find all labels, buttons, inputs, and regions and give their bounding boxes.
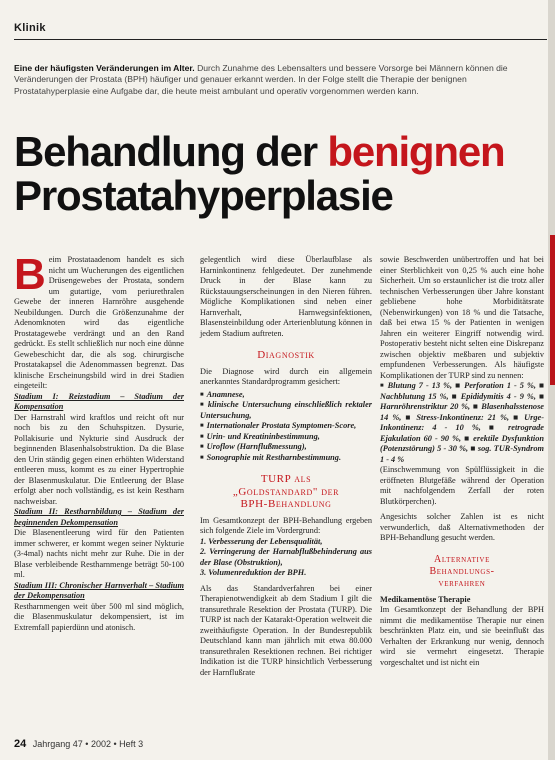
col1-p1: Beim Prostataadenom handelt es sich nicht um Wucherungen des eigentlichen Drüsengewebes der Prostata, sondern um gutartige, vom periurethralen Gewebe der inneren Harnröhre ausgehende Neubildungen. Durch die Größenzunahme der Adenomknoten wird das eigentliche Prostatagewebe verdrängt und an den Rand gedrückt. Es stellt schließlich nur noch eine dünne Gewebeschicht dar, die als sog. chirurgische Prostatakapsel die Adenommassen begrenzt. Das klinische Erscheinungsbild wird in drei Stadien eingeteilt: [14, 250, 184, 390]
intro-paragraph [14, 63, 544, 97]
list-item: ■ Uroflow (Harnflußmessung), [200, 442, 372, 453]
title-part2: benignen [327, 128, 505, 175]
col3-p1: sowie Beschwerden unübertroffen und hat bei einer Sterblichkeit von 0,25 % auch eine hohe Sicherheit. Um so erstaunlicher ist die trotz aller technischen Verbesserungen über Jahre konstant gebliebene hohe Morbiditätsrate (Nebenwirkungen) von 18 % und die Tatsache, daß bei etwa 15 % der Patienten in wenigen Jahren ein weiterer Eingriff notwendig wird. Postoperativ besteht nicht selten eine Diskrepanz zwischen objektiv meßbaren und subjektiv empfundenen Verbesserungen. Als häufigste Komplikationen der TURP sind zu nennen: [380, 255, 544, 380]
col3-p4: Im Gesamtkonzept der Behandlung der BPH nimmt die medikamentöse Therapie nur einen beschränkten Platz ein, und sie beeinflußt das Verhalten der Erkrankung nur wenig, dennoch wird sie vermehrt eingesetzt. Therapie vorgeschaltet und ist nicht ein [380, 605, 544, 667]
title-line2: Prostatahyperplasie [14, 172, 393, 219]
column-1 [14, 250, 184, 633]
title-part1: Behandlung der [14, 128, 317, 175]
col3-p2: (Einschwemmung von Spülflüssigkeit in die eröffneten Blutgefäße während der Operation mit nachfolgendem Zerfall der roten Blutkörperchen). [380, 465, 544, 506]
col1-p4: Restharnmengen weit über 500 ml sind möglich, die Blasenmuskulatur dekompensiert, ist im Extremfall papierdünn und atonisch. [14, 601, 184, 632]
list-item: ■ Anamnese, [200, 390, 372, 401]
page-number: 24 [14, 738, 27, 750]
list-item: ■ klinische Untersuchung einschließlich rektaler Untersuchung, [200, 400, 372, 421]
section-tag: Klinik [14, 22, 46, 34]
header-rule [14, 39, 547, 40]
list-item: ■ Sonographie mit Restharnbestimmung. [200, 453, 372, 464]
stage-2-heading: Stadium II: Restharnbildung – Stadium der beginnenden Dekompensation [14, 507, 184, 527]
stage-3-heading: Stadium III: Chronischer Harnverhalt – Stadium der Dekompensation [14, 580, 184, 600]
intro-lead: Eine der häufigsten Veränderungen im Alter. [14, 63, 195, 73]
complications-list: ■ Blutung 7 - 13 %, ■ Perforation 1 - 5 %, ■ Nachblutung 15 %, ■ Epididymitis 4 - 9 %, ■ Harnröhrenstriktur 20 %, ■ Blasenhalsstenose 14 %, ■ Stress-Inkontinenz: 21 %, ■ Urge-Inkontinenz: 4 - 10 %, ■ retrograde Ejakulation 60 - 90 %, ■ erektile Dysfunktion (Potenzstörung) 5 - 30 %, ■ sog. TUR-Syndrom 1 - 4 % [380, 381, 545, 464]
edge-red-tab [550, 235, 555, 385]
list-item: ■ Urin- und Kreatininbestimmung, [200, 432, 372, 443]
column-2 [200, 255, 372, 678]
column-3 [380, 255, 544, 668]
col3-p3: Angesichts solcher Zahlen ist es nicht verwunderlich, daß Alternativmethoden der BPH-Behandlung gesucht werden. [380, 512, 544, 542]
col1-p2: Der Harnstrahl wird kraftlos und reicht oft nur noch bis zu den Schuhspitzen. Dysurie, Pollakisurie und Nykturie sind Ausdruck der beginnenden Blasenhalsobstruktion. Da die Blase den Urin ständig gegen einen erhöhten Widerstand entleeren muss, kommt es zu einer Hypertrophie der Blasenmuskulatur. Die Entleerung der Blase erfolgt aber noch vollständig, es ist kein Restharn nachweisbar. [14, 412, 184, 506]
diagnostic-list [200, 390, 372, 464]
heading-diagnostik: Diagnostik [257, 349, 315, 361]
list-item: ■ Internationaler Prostata Symptomen-Score, [200, 421, 372, 432]
heading-turp: TURP als „Goldstandard" der BPH-Behandlung [232, 473, 340, 510]
subheading-medication: Medikamentöse Therapie [380, 594, 471, 604]
page-edge [548, 0, 555, 760]
stage-1-heading: Stadium I: Reizstadium – Stadium der Kompensation [14, 391, 184, 411]
footer-source: Jahrgang 47 • 2002 • Heft 3 [32, 739, 144, 749]
intro-text: Durch Zunahme des Lebensalters und bessere Vorsorge bei Männern können die Veränderungen der Prostata (BPH) häufiger und genauer erkannt werden. In der Folge stellt die Therapie der benignen Prostatahyperplasie eine Aufgabe dar, die heute meist ambulant und operativ vorgenommen werden kann. [14, 63, 508, 96]
page-footer [14, 738, 143, 750]
goal-2: 2. Verringerung der Harnabflußbehinderung aus der Blase (Obstruktion), [200, 547, 372, 567]
goal-3: 3. Volumenreduktion der BPH. [200, 568, 307, 577]
article-title [14, 130, 504, 218]
col1-p3: Die Blasenentleerung wird für den Patienten immer schwerer, er kommt wegen seiner Nykturie (3-4mal) nachts nicht mehr zur Ruhe. Die in der Blase verbleibende Restharnmenge beträgt 50-100 ml. [14, 528, 184, 579]
col2-p1: gelegentlich wird diese Überlaufblase als Harninkontinenz fehlgedeutet. Der zunehmende Druck in der Blase kann zu Rückstauungserscheinungen in den Nieren führen. Mögliche Komplikationen sind neben einer Harnverhalt, Harnwegsinfektionen, Blasensteinbildung oder Arterienblutung können in jedem Stadium auftreten. [200, 255, 372, 338]
col2-p4: Als das Standardverfahren bei einer Therapienotwendigkeit ab dem Stadium I gilt die transurethrale Resektion der Prostata (TURP). Die TURP ist nach der Katarakt-Operation weltweit die zweithäufigste Operation. In der Bundesrepublik Deutschland kann man jährlich mit etwa 80.000 transurethralen Resektionen rechnen. Bei richtiger Indikation ist die TURP hinsichtlich Verbesserung der Harnflußrate [200, 583, 372, 677]
drop-cap: B [14, 250, 46, 299]
heading-alternative: Alternative Behandlungs- verfahren [429, 553, 495, 589]
col2-p3: Im Gesamtkonzept der BPH-Behandlung ergeben sich folgende Ziele im Vordergrund: [200, 515, 372, 535]
col2-p2: Die Diagnose wird durch ein allgemein anerkanntes Standardprogramm gesichert: [200, 366, 372, 386]
goal-1: 1. Verbesserung der Lebensqualität, [200, 536, 323, 546]
